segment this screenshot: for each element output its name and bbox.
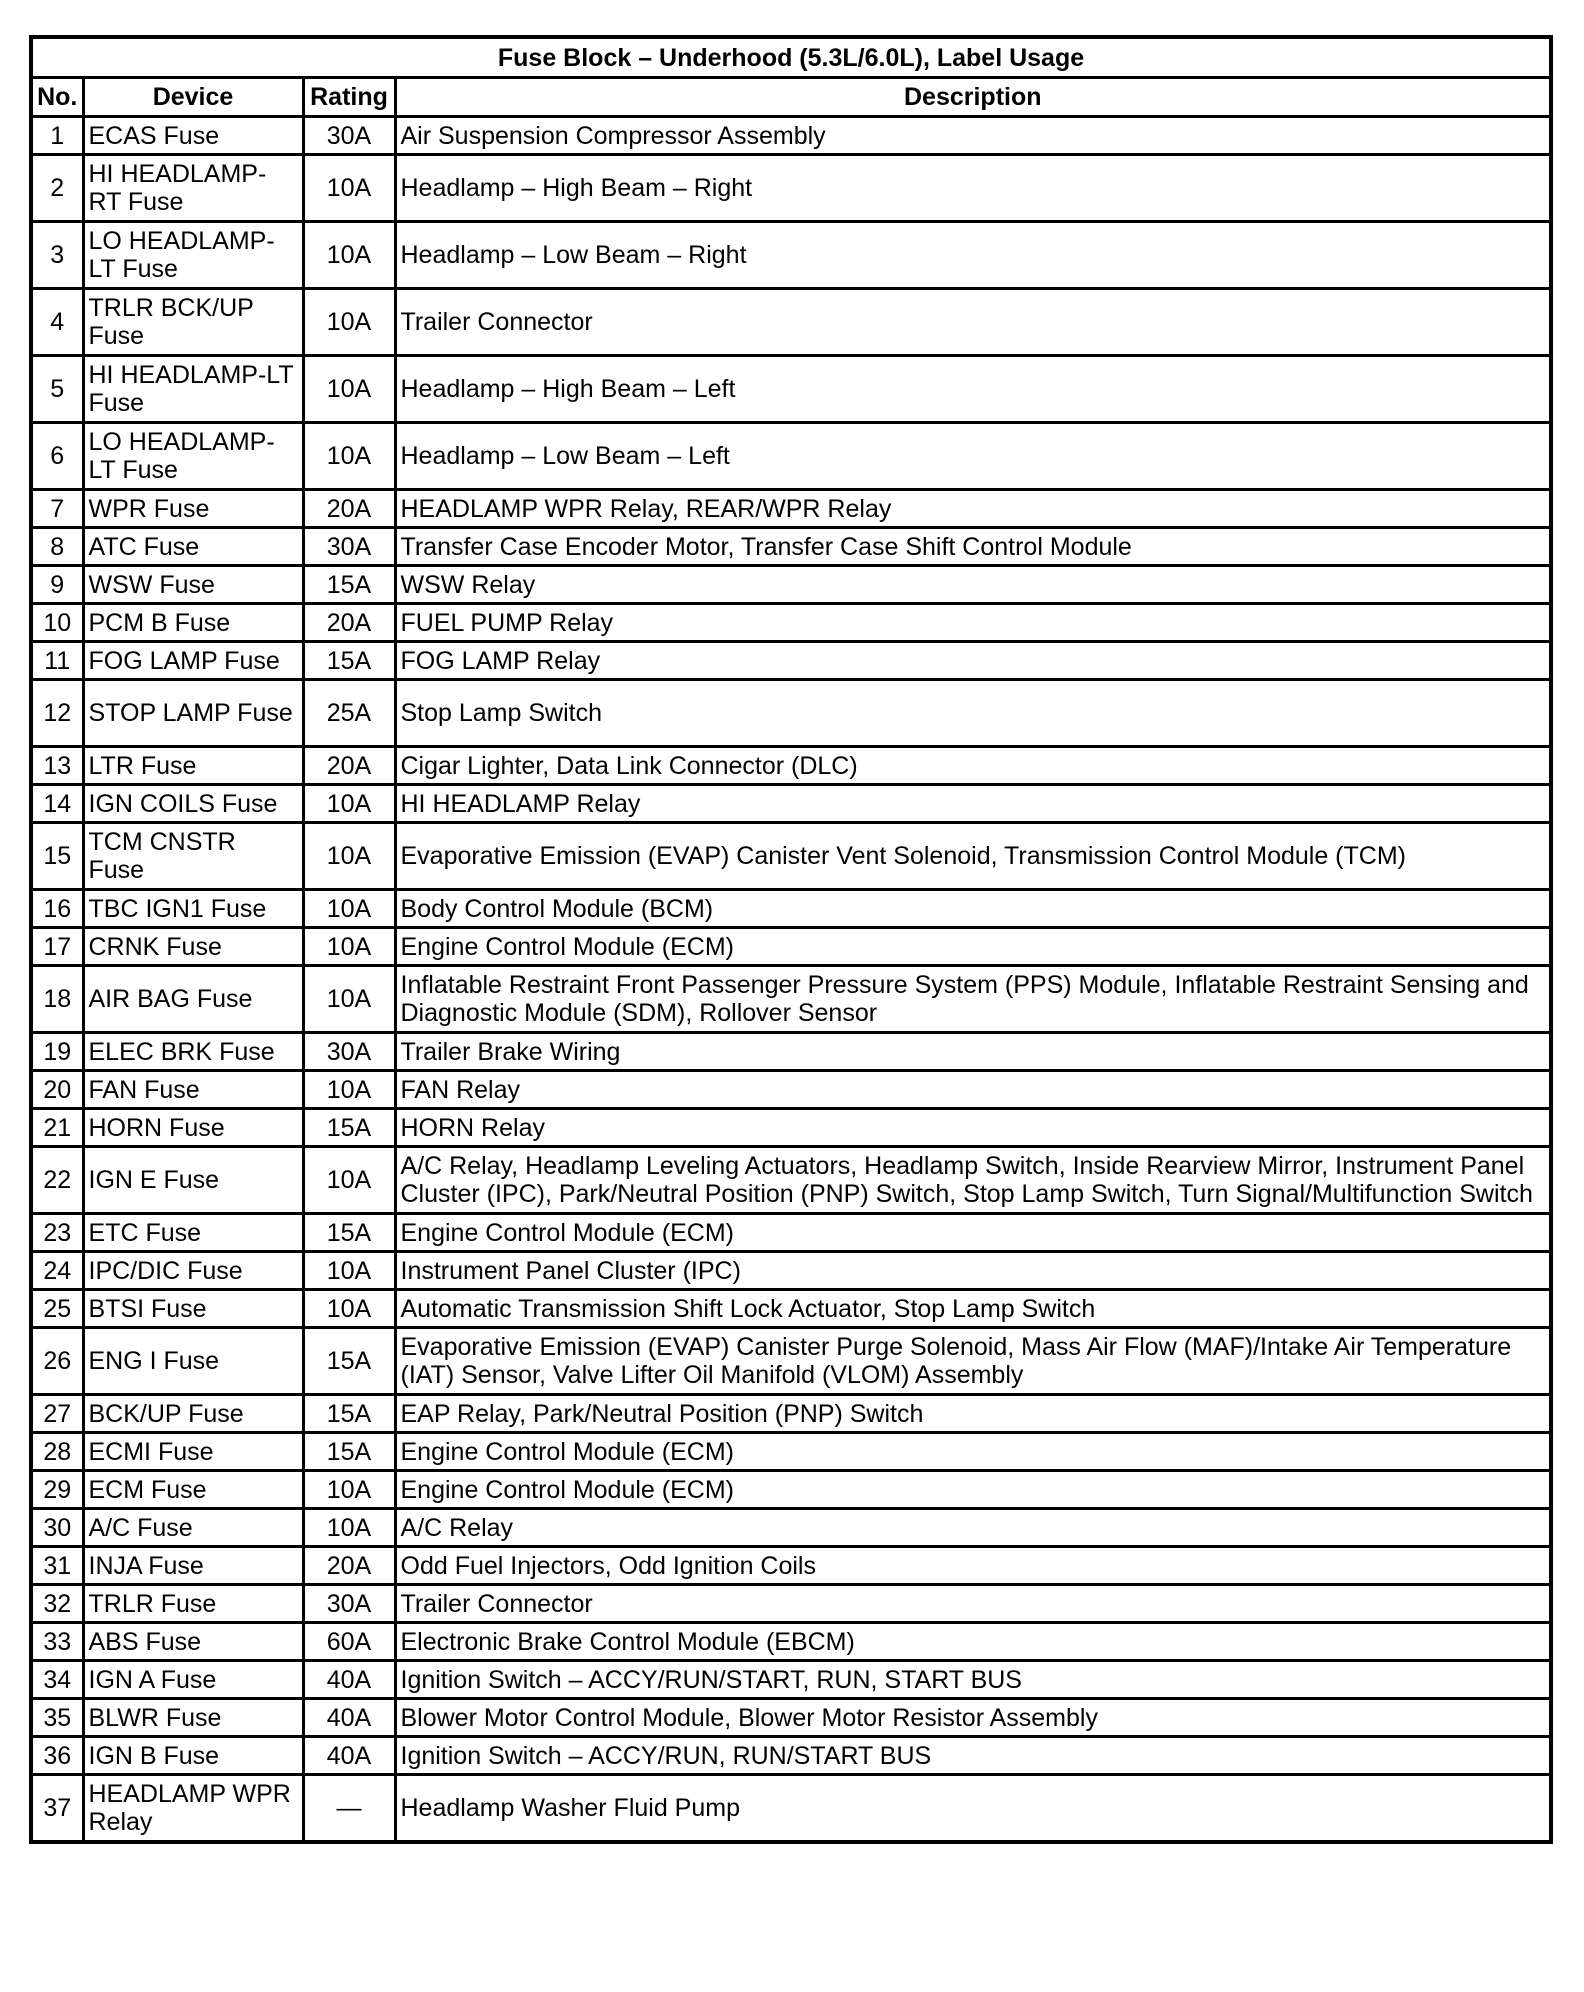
description-cell: Evaporative Emission (EVAP) Canister Purge Solenoid, Mass Air Flow (MAF)/Intake Air Temperature (IAT) Sensor, Valve Lifter Oil Manifold (VLOM) Assembly xyxy=(395,1328,1551,1395)
table-row xyxy=(31,1775,1551,1843)
table-row xyxy=(31,117,1551,155)
row-number: 28 xyxy=(31,1433,83,1471)
table-row xyxy=(31,1033,1551,1071)
rating-cell: 25A xyxy=(303,680,395,747)
description-cell: Ignition Switch – ACCY/RUN/START, RUN, START BUS xyxy=(395,1661,1551,1699)
table-row xyxy=(31,823,1551,890)
device-cell: ELEC BRK Fuse xyxy=(83,1033,303,1071)
description-cell: Engine Control Module (ECM) xyxy=(395,1471,1551,1509)
header-device: Device xyxy=(83,78,303,117)
row-number: 5 xyxy=(31,356,83,423)
device-cell: IGN A Fuse xyxy=(83,1661,303,1699)
rating-cell: 40A xyxy=(303,1699,395,1737)
rating-cell: 10A xyxy=(303,1290,395,1328)
rating-cell: 15A xyxy=(303,1109,395,1147)
table-row xyxy=(31,222,1551,289)
description-cell: Trailer Connector xyxy=(395,289,1551,356)
description-cell: Instrument Panel Cluster (IPC) xyxy=(395,1252,1551,1290)
table-row xyxy=(31,528,1551,566)
header-no: No. xyxy=(31,78,83,117)
rating-cell: 20A xyxy=(303,747,395,785)
description-cell: Automatic Transmission Shift Lock Actuator, Stop Lamp Switch xyxy=(395,1290,1551,1328)
device-cell: TRLR BCK/UP Fuse xyxy=(83,289,303,356)
table-row xyxy=(31,747,1551,785)
rating-cell: 10A xyxy=(303,823,395,890)
rating-cell: 15A xyxy=(303,1214,395,1252)
description-cell: A/C Relay, Headlamp Leveling Actuators, Headlamp Switch, Inside Rearview Mirror, Instrument Panel Cluster (IPC), Park/Neutral Position (PNP) Switch, Stop Lamp Switch, Turn Signal/Multifunction Switch xyxy=(395,1147,1551,1214)
row-number: 19 xyxy=(31,1033,83,1071)
row-number: 4 xyxy=(31,289,83,356)
table-row xyxy=(31,1585,1551,1623)
table-row xyxy=(31,642,1551,680)
row-number: 15 xyxy=(31,823,83,890)
device-cell: BTSI Fuse xyxy=(83,1290,303,1328)
description-cell: FUEL PUMP Relay xyxy=(395,604,1551,642)
description-cell: Cigar Lighter, Data Link Connector (DLC) xyxy=(395,747,1551,785)
table-row xyxy=(31,680,1551,747)
rating-cell: — xyxy=(303,1775,395,1843)
row-number: 11 xyxy=(31,642,83,680)
rating-cell: 10A xyxy=(303,1252,395,1290)
table-row xyxy=(31,1661,1551,1699)
rating-cell: 60A xyxy=(303,1623,395,1661)
table-row xyxy=(31,155,1551,222)
device-cell: IPC/DIC Fuse xyxy=(83,1252,303,1290)
rating-cell: 20A xyxy=(303,604,395,642)
row-number: 18 xyxy=(31,966,83,1033)
table-row xyxy=(31,785,1551,823)
row-number: 31 xyxy=(31,1547,83,1585)
table-row xyxy=(31,1471,1551,1509)
rating-cell: 30A xyxy=(303,1585,395,1623)
row-number: 14 xyxy=(31,785,83,823)
device-cell: TBC IGN1 Fuse xyxy=(83,890,303,928)
device-cell: LTR Fuse xyxy=(83,747,303,785)
row-number: 6 xyxy=(31,423,83,490)
row-number: 25 xyxy=(31,1290,83,1328)
row-number: 29 xyxy=(31,1471,83,1509)
description-cell: Body Control Module (BCM) xyxy=(395,890,1551,928)
table-row xyxy=(31,1214,1551,1252)
description-cell: Headlamp – High Beam – Right xyxy=(395,155,1551,222)
table-row xyxy=(31,1252,1551,1290)
table-row xyxy=(31,1395,1551,1433)
row-number: 32 xyxy=(31,1585,83,1623)
rating-cell: 10A xyxy=(303,785,395,823)
row-number: 24 xyxy=(31,1252,83,1290)
row-number: 8 xyxy=(31,528,83,566)
rating-cell: 10A xyxy=(303,1471,395,1509)
table-row xyxy=(31,289,1551,356)
header-rating: Rating xyxy=(303,78,395,117)
description-cell: Air Suspension Compressor Assembly xyxy=(395,117,1551,155)
row-number: 36 xyxy=(31,1737,83,1775)
row-number: 22 xyxy=(31,1147,83,1214)
table-row xyxy=(31,423,1551,490)
description-cell: FAN Relay xyxy=(395,1071,1551,1109)
table-row xyxy=(31,1699,1551,1737)
description-cell: HORN Relay xyxy=(395,1109,1551,1147)
rating-cell: 10A xyxy=(303,890,395,928)
rating-cell: 40A xyxy=(303,1737,395,1775)
device-cell: ENG I Fuse xyxy=(83,1328,303,1395)
table-row xyxy=(31,566,1551,604)
row-number: 23 xyxy=(31,1214,83,1252)
row-number: 26 xyxy=(31,1328,83,1395)
table-row xyxy=(31,1433,1551,1471)
rating-cell: 10A xyxy=(303,966,395,1033)
table-row xyxy=(31,1290,1551,1328)
device-cell: ECAS Fuse xyxy=(83,117,303,155)
device-cell: BLWR Fuse xyxy=(83,1699,303,1737)
rating-cell: 15A xyxy=(303,642,395,680)
description-cell: A/C Relay xyxy=(395,1509,1551,1547)
description-cell: Inflatable Restraint Front Passenger Pressure System (PPS) Module, Inflatable Restraint Sensing and Diagnostic Module (SDM), Rollover Sensor xyxy=(395,966,1551,1033)
description-cell: Headlamp – Low Beam – Right xyxy=(395,222,1551,289)
description-cell: Trailer Connector xyxy=(395,1585,1551,1623)
rating-cell: 10A xyxy=(303,1071,395,1109)
device-cell: FOG LAMP Fuse xyxy=(83,642,303,680)
description-cell: Engine Control Module (ECM) xyxy=(395,1214,1551,1252)
device-cell: WPR Fuse xyxy=(83,490,303,528)
row-number: 16 xyxy=(31,890,83,928)
row-number: 34 xyxy=(31,1661,83,1699)
device-cell: BCK/UP Fuse xyxy=(83,1395,303,1433)
description-cell: Engine Control Module (ECM) xyxy=(395,1433,1551,1471)
row-number: 33 xyxy=(31,1623,83,1661)
rating-cell: 10A xyxy=(303,222,395,289)
row-number: 21 xyxy=(31,1109,83,1147)
rating-cell: 15A xyxy=(303,1395,395,1433)
description-cell: Stop Lamp Switch xyxy=(395,680,1551,747)
rating-cell: 20A xyxy=(303,490,395,528)
device-cell: ECM Fuse xyxy=(83,1471,303,1509)
device-cell: STOP LAMP Fuse xyxy=(83,680,303,747)
table-row xyxy=(31,1328,1551,1395)
device-cell: LO HEADLAMP-LT Fuse xyxy=(83,222,303,289)
device-cell: HI HEADLAMP-RT Fuse xyxy=(83,155,303,222)
header-description: Description xyxy=(395,78,1551,117)
device-cell: TRLR Fuse xyxy=(83,1585,303,1623)
device-cell: ABS Fuse xyxy=(83,1623,303,1661)
device-cell: IGN E Fuse xyxy=(83,1147,303,1214)
device-cell: ETC Fuse xyxy=(83,1214,303,1252)
device-cell: HI HEADLAMP-LT Fuse xyxy=(83,356,303,423)
description-cell: Odd Fuel Injectors, Odd Ignition Coils xyxy=(395,1547,1551,1585)
rating-cell: 10A xyxy=(303,289,395,356)
rating-cell: 15A xyxy=(303,1433,395,1471)
device-cell: IGN B Fuse xyxy=(83,1737,303,1775)
device-cell: FAN Fuse xyxy=(83,1071,303,1109)
table-row xyxy=(31,1737,1551,1775)
device-cell: IGN COILS Fuse xyxy=(83,785,303,823)
device-cell: WSW Fuse xyxy=(83,566,303,604)
description-cell: Ignition Switch – ACCY/RUN, RUN/START BUS xyxy=(395,1737,1551,1775)
row-number: 35 xyxy=(31,1699,83,1737)
description-cell: Engine Control Module (ECM) xyxy=(395,928,1551,966)
device-cell: LO HEADLAMP-LT Fuse xyxy=(83,423,303,490)
row-number: 37 xyxy=(31,1775,83,1843)
table-row xyxy=(31,604,1551,642)
rating-cell: 20A xyxy=(303,1547,395,1585)
row-number: 10 xyxy=(31,604,83,642)
table-row xyxy=(31,1623,1551,1661)
device-cell: TCM CNSTR Fuse xyxy=(83,823,303,890)
rating-cell: 30A xyxy=(303,1033,395,1071)
rating-cell: 40A xyxy=(303,1661,395,1699)
fuse-table xyxy=(29,35,1553,1844)
table-row xyxy=(31,1147,1551,1214)
row-number: 1 xyxy=(31,117,83,155)
rating-cell: 10A xyxy=(303,1509,395,1547)
description-cell: HI HEADLAMP Relay xyxy=(395,785,1551,823)
device-cell: PCM B Fuse xyxy=(83,604,303,642)
device-cell: ATC Fuse xyxy=(83,528,303,566)
rating-cell: 15A xyxy=(303,1328,395,1395)
row-number: 27 xyxy=(31,1395,83,1433)
device-cell: ECMI Fuse xyxy=(83,1433,303,1471)
table-row xyxy=(31,1547,1551,1585)
description-cell: WSW Relay xyxy=(395,566,1551,604)
description-cell: Electronic Brake Control Module (EBCM) xyxy=(395,1623,1551,1661)
title-row xyxy=(31,37,1551,78)
table-row xyxy=(31,966,1551,1033)
table-row xyxy=(31,1509,1551,1547)
table-row xyxy=(31,1109,1551,1147)
rating-cell: 30A xyxy=(303,117,395,155)
description-cell: Evaporative Emission (EVAP) Canister Vent Solenoid, Transmission Control Module (TCM) xyxy=(395,823,1551,890)
table-title: Fuse Block – Underhood (5.3L/6.0L), Label Usage xyxy=(31,37,1551,78)
device-cell: HORN Fuse xyxy=(83,1109,303,1147)
description-cell: EAP Relay, Park/Neutral Position (PNP) Switch xyxy=(395,1395,1551,1433)
device-cell: CRNK Fuse xyxy=(83,928,303,966)
row-number: 13 xyxy=(31,747,83,785)
device-cell: AIR BAG Fuse xyxy=(83,966,303,1033)
rating-cell: 15A xyxy=(303,566,395,604)
table-row xyxy=(31,1071,1551,1109)
description-cell: Transfer Case Encoder Motor, Transfer Case Shift Control Module xyxy=(395,528,1551,566)
description-cell: Headlamp – High Beam – Left xyxy=(395,356,1551,423)
device-cell: INJA Fuse xyxy=(83,1547,303,1585)
description-cell: Blower Motor Control Module, Blower Motor Resistor Assembly xyxy=(395,1699,1551,1737)
header-row xyxy=(31,78,1551,117)
table-body xyxy=(31,117,1551,1843)
row-number: 12 xyxy=(31,680,83,747)
table-row xyxy=(31,490,1551,528)
rating-cell: 10A xyxy=(303,155,395,222)
description-cell: HEADLAMP WPR Relay, REAR/WPR Relay xyxy=(395,490,1551,528)
row-number: 17 xyxy=(31,928,83,966)
table-row xyxy=(31,890,1551,928)
row-number: 20 xyxy=(31,1071,83,1109)
rating-cell: 10A xyxy=(303,928,395,966)
rating-cell: 30A xyxy=(303,528,395,566)
row-number: 3 xyxy=(31,222,83,289)
description-cell: Trailer Brake Wiring xyxy=(395,1033,1551,1071)
table-row xyxy=(31,356,1551,423)
table-row xyxy=(31,928,1551,966)
rating-cell: 10A xyxy=(303,423,395,490)
description-cell: FOG LAMP Relay xyxy=(395,642,1551,680)
row-number: 30 xyxy=(31,1509,83,1547)
row-number: 2 xyxy=(31,155,83,222)
device-cell: A/C Fuse xyxy=(83,1509,303,1547)
device-cell: HEADLAMP WPR Relay xyxy=(83,1775,303,1843)
rating-cell: 10A xyxy=(303,356,395,423)
row-number: 7 xyxy=(31,490,83,528)
description-cell: Headlamp – Low Beam – Left xyxy=(395,423,1551,490)
description-cell: Headlamp Washer Fluid Pump xyxy=(395,1775,1551,1843)
row-number: 9 xyxy=(31,566,83,604)
rating-cell: 10A xyxy=(303,1147,395,1214)
